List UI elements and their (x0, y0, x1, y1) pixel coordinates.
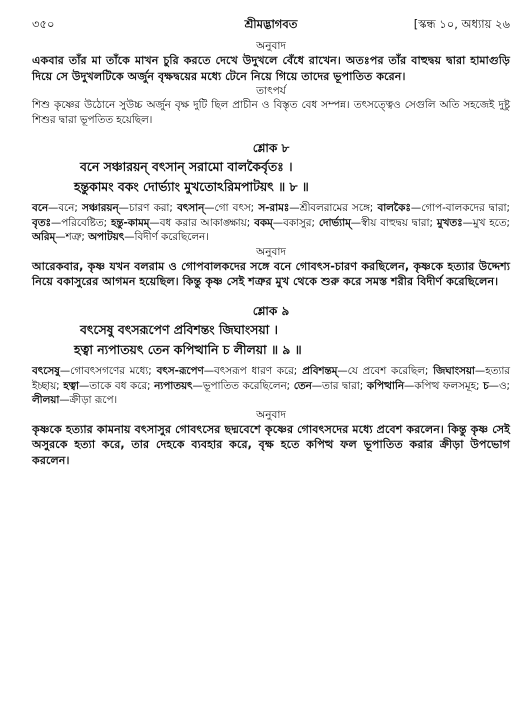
synonym-word: প্রবিশন্তম্ (302, 364, 338, 377)
synonym-meaning: বনে; (58, 202, 78, 215)
sloka-8-verse-line-2: হন্তুকামং বকং দোর্ভ্যাং মুখতোঽরিমপাটয়ৎ ॥ ৮ ॥ (74, 179, 309, 195)
synonym-word: বালকৈঃ (377, 202, 411, 215)
synonym-meaning: বধ করার আকাঙ্ক্ষায়; (159, 216, 251, 229)
sloka-8-title: শ্লোক ৮ (252, 141, 290, 156)
synonym-word: মুখতঃ (436, 216, 463, 229)
synonym-word: অপাটয়ৎ (88, 231, 125, 244)
synonym-meaning: গোবৎসগণের মধ্যে; (70, 364, 152, 377)
anubad-heading: অনুবাদ (256, 245, 286, 258)
synonym-word: জিঘাংসয়া (433, 364, 475, 377)
synonym-meaning: শত্রু; (65, 231, 85, 244)
synonym-word: লীলয়া (32, 394, 60, 407)
purport-paragraph: শিশু কৃষ্ণের উঠোনে সুউচ্চ অর্জুন বৃক্ষ দুটি ছিল প্রাচীন ও বিস্তৃত বেধ সম্পন্ন। তৎসত্ত্বেও সেগুলি অতি সহজেই দুষ্টু শিশুর দ্বারা ভূপতিত হয়েছিল। (32, 99, 510, 126)
synonym-meaning: বকাসুর; (283, 216, 315, 229)
page-title: শ্রীমদ্ভাগবত (244, 17, 298, 31)
sloka-9-title: শ্লোক ৯ (252, 303, 290, 318)
synonym-word: হত্বা (63, 379, 79, 392)
synonym-meaning: বৎসরূপ ধারণ করে; (214, 364, 298, 377)
synonym-word: স-রামঃ (258, 202, 290, 215)
synonym-meaning: বিদীর্ণ করেছিলেন। (134, 231, 209, 244)
chapter-reference: [স্কন্ধ ১০, অধ্যায় ২৬ (413, 17, 510, 31)
sloka-9-verse-line-2: হত্বা ন্যপাতয়ৎ তেন কপিত্থানি চ লীলয়া ॥ ৯ ॥ (74, 341, 302, 357)
sloka-8-synonyms: বনে—বনে; সঞ্চারয়ন্—চারণ করা; বৎসান্—গো বৎস; স-রামঃ—শ্রীবলরামের সঙ্গে; বালকৈঃ—গোপ-বালকদের দ্বারা; বৃতঃ—পরিবেষ্টিত; হন্তু-কামম্—বধ করার আকাঙ্ক্ষায়; বকম্—বকাসুর; দোর্ভ্যাম্—স্বীয় বাহুদ্বয় দ্বারা; মুখতঃ—মুখ হতে; অরিম্—শত্রু; অপাটয়ৎ—বিদীর্ণ করেছিলেন। (32, 202, 511, 244)
sloka-9-verse-line-1: বৎসেষু বৎসরূপেণ প্রবিশন্তং জিঘাংসয়া । (80, 321, 278, 337)
synonym-meaning: ভূপাতিত করেছিলেন; (202, 379, 291, 392)
synonym-word: বৃতঃ (32, 216, 51, 229)
synonym-meaning: হত্যার ইচ্ছায়; (32, 364, 510, 392)
page-header (32, 14, 510, 34)
synonym-meaning: মুখ হতে; (472, 216, 511, 229)
synonym-meaning: ও; (498, 379, 511, 392)
document-page (32, 14, 510, 468)
anubad-heading: অনুবাদ (256, 40, 286, 52)
translation-paragraph: আরেকবার, কৃষ্ণ যখন বলরাম ও গোপবালকদের সঙ্গে বনে গোবৎস-চারণ করছিলেন, কৃষ্ণকে হত্যার উদ্দেশ্য নিয়ে বকাসুরের আগমন হয়েছিল। কিন্তু কৃষ্ণ সেই শত্রুর মুখ থেকে শুরু করে সমস্ত শরীর বিদীর্ণ করেছিলেন। (32, 259, 510, 289)
synonym-word: ন্যপাতয়ৎ (154, 379, 193, 392)
synonym-meaning: স্বীয় বাহুদ্বয় দ্বারা; (361, 216, 433, 229)
page-number: ৩৫০ (32, 17, 55, 31)
synonym-meaning: চারণ করা; (128, 202, 173, 215)
synonym-meaning: পরিবেষ্টিত; (61, 216, 108, 229)
synonym-meaning: তাকে বধ করে; (89, 379, 151, 392)
translation-paragraph: একবার তাঁর মা তাঁকে মাখন চুরি করতে দেখে উদুখলে বেঁধে রাখেন। অতঃপর তাঁর বাহুদ্বয় দ্বারা হামাগুড়ি দিয়ে সে উদুখলটিকে অর্জুন বৃক্ষদ্বয়ের মধ্যে টেনে নিয়ে গিয়ে তাদের ভূপাতিত করেন। (32, 54, 510, 83)
synonym-word: সঞ্চারয়ন্ (81, 202, 119, 215)
synonym-word: বকম্ (254, 216, 273, 229)
synonym-meaning: গোপ-বালকদের দ্বারা; (421, 202, 511, 215)
tatparya-heading: তাৎপর্য (256, 85, 286, 97)
synonym-word: বৎসান্ (177, 202, 205, 215)
synonym-word: তেন (293, 379, 312, 392)
synonym-word: বৎসেষু (32, 364, 60, 377)
synonym-meaning: কপিত্থ ফলসমূহ; (414, 379, 480, 392)
synonym-word: অরিম্ (32, 231, 56, 244)
synonym-word: কপিত্থানি (366, 379, 404, 392)
sloka-8-verse-line-1: বনে সঞ্চারয়ন্ বৎসান্ সরামো বালকৈর্বৃতঃ । (80, 159, 293, 175)
synonym-word: হন্তু-কামম্ (110, 216, 150, 229)
anubad-heading: অনুবাদ (256, 408, 286, 421)
synonym-word: চ (483, 379, 489, 392)
synonym-meaning: শ্রীবলরামের সঙ্গে; (299, 202, 374, 215)
synonym-word: বৎস-রূপেণ (156, 364, 204, 377)
synonym-meaning: যে প্রবেশ করেছিল; (347, 364, 429, 377)
sloka-9-synonyms: বৎসেষু—গোবৎসগণের মধ্যে; বৎস-রূপেণ—বৎসরূপ ধারণ করে; প্রবিশন্তম্—যে প্রবেশ করেছিল; জিঘাংসয়া—হত্যার ইচ্ছায়; হত্বা—তাকে বধ করে; ন্যপাতয়ৎ—ভূপাতিত করেছিলেন; তেন—তার দ্বারা; কপিত্থানি—কপিত্থ ফলসমূহ; চ—ও; লীলয়া—ক্রীড়া রূপে। (32, 364, 511, 407)
synonym-word: বনে (32, 202, 49, 215)
translation-paragraph: কৃষ্ণকে হত্যার কামনায় বৎসাসুর গোবৎসের ছদ্মবেশে কৃষ্ণের গোবৎসদের মধ্যে প্রবেশ করলেন। কিন্তু কৃষ্ণ সেই অসুরকে হত্যা করে, তার দেহকে ব্যবহার করে, বৃক্ষ হতে কপিত্থ ফল ভূপাতিত করার ক্রীড়া উপভোগ করলেন। (32, 422, 510, 467)
synonym-meaning: গো বৎস; (214, 202, 255, 215)
synonym-word: দোর্ভ্যাম্ (318, 216, 351, 229)
synonym-meaning: তার দ্বারা; (322, 379, 364, 392)
synonym-meaning: ক্রীড়া রূপে। (69, 394, 118, 407)
